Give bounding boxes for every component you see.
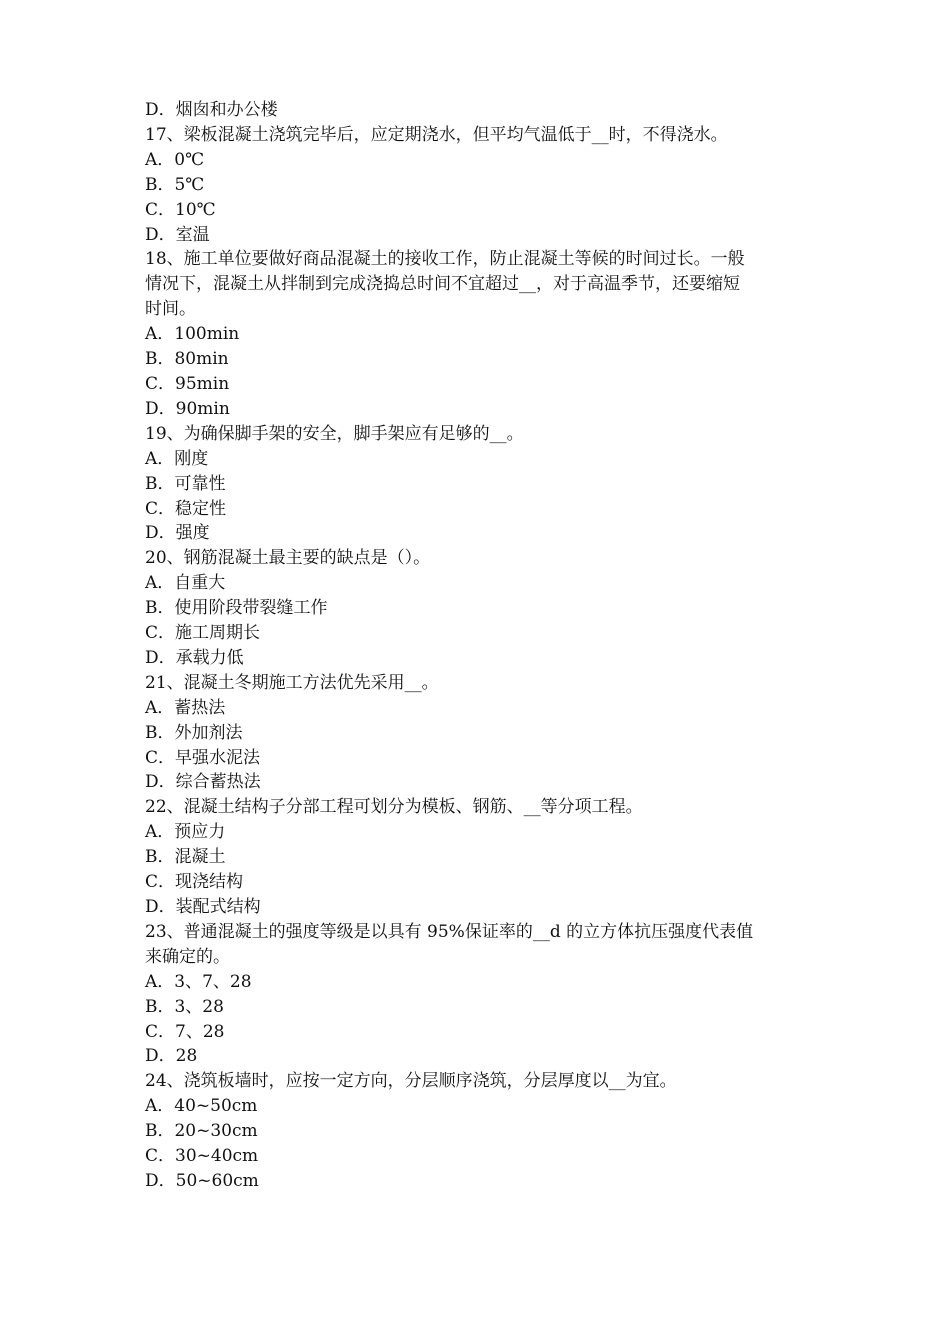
question-17: 17、梁板混凝土浇筑完毕后，应定期浇水，但平均气温低于__时，不得浇水。 (145, 124, 728, 145)
option-b-18: B．80min (145, 349, 229, 370)
option-b-24: B．20~30cm (145, 1121, 258, 1142)
option-b-19: B．可靠性 (145, 473, 226, 494)
option-c-21: C．早强水泥法 (145, 747, 261, 768)
option-d-19: D．强度 (145, 523, 210, 544)
option-a-19: A．刚度 (145, 448, 209, 469)
option-a-24: A．40~50cm (145, 1096, 258, 1117)
question-22: 22、混凝土结构子分部工程可划分为模板、钢筋、__等分项工程。 (145, 797, 643, 818)
option-b-21: B．外加剂法 (145, 722, 243, 743)
option-c-20: C．施工周期长 (145, 623, 261, 644)
option-b-20: B．使用阶段带裂缝工作 (145, 598, 328, 619)
question-23-line-1: 23、普通混凝土的强度等级是以具有 95%保证率的__d 的立方体抗压强度代表值 (145, 921, 754, 942)
option-d-17: D．室温 (145, 224, 210, 245)
option-d-16: D．烟囱和办公楼 (145, 100, 278, 120)
option-a-20: A．自重大 (145, 573, 226, 594)
question-20: 20、钢筋混凝土最主要的缺点是（）。 (145, 548, 431, 569)
option-d-24: D．50~60cm (145, 1170, 259, 1191)
option-a-21: A．蓄热法 (145, 697, 226, 718)
question-19: 19、为确保脚手架的安全，脚手架应有足够的__。 (145, 423, 524, 444)
option-b-22: B．混凝土 (145, 847, 226, 868)
option-d-18: D．90min (145, 398, 230, 419)
option-c-18: C．95min (145, 373, 230, 394)
option-a-18: A．100min (145, 324, 240, 345)
question-24: 24、浇筑板墙时，应按一定方向，分层顺序浇筑，分层厚度以__为宜。 (145, 1071, 677, 1092)
option-d-20: D．承载力低 (145, 647, 244, 668)
option-c-23: C．7、28 (145, 1021, 225, 1042)
option-a-23: A．3、7、28 (145, 971, 252, 992)
option-c-19: C．稳定性 (145, 498, 227, 519)
option-a-17: A．0℃ (145, 149, 205, 170)
option-c-22: C．现浇结构 (145, 872, 244, 893)
option-c-24: C．30~40cm (145, 1146, 259, 1167)
option-d-23: D．28 (145, 1046, 198, 1067)
option-b-23: B．3、28 (145, 996, 224, 1017)
option-b-17: B．5℃ (145, 174, 205, 195)
question-18-line-3: 时间。 (145, 299, 196, 320)
question-18-line-2: 情况下，混凝土从拌制到完成浇捣总时间不宜超过__，对于高温季节，还要缩短 (145, 274, 740, 295)
option-d-22: D．装配式结构 (145, 897, 261, 917)
question-23-line-2: 来确定的。 (145, 946, 230, 967)
question-21: 21、混凝土冬期施工方法优先采用__。 (145, 672, 439, 693)
option-a-22: A．预应力 (145, 822, 226, 843)
option-d-21: D．综合蓄热法 (145, 772, 261, 793)
question-18-line-1: 18、施工单位要做好商品混凝土的接收工作，防止混凝土等候的时间过长。一般 (145, 249, 745, 270)
option-c-17: C．10℃ (145, 199, 216, 220)
